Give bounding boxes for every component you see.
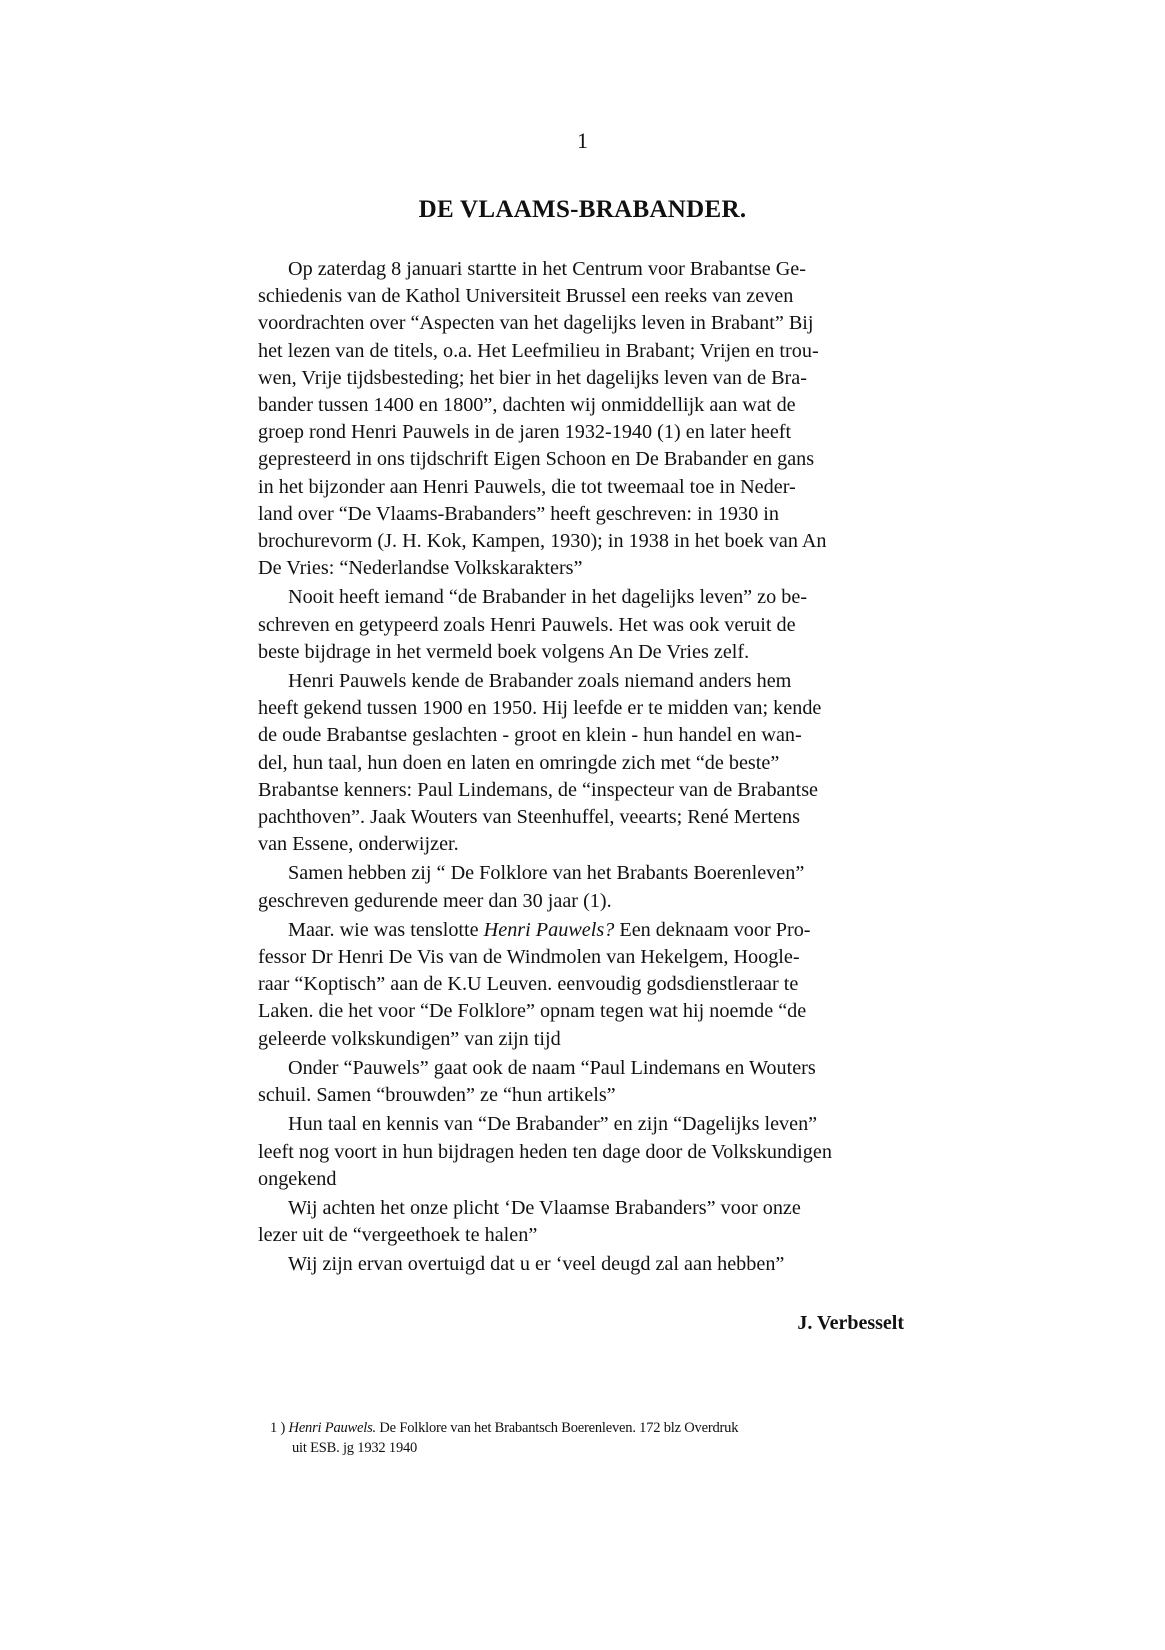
paragraph-plicht: Wij achten het onze plicht ‘De Vlaamse Brabanders” voor onze lezer uit de “vergeethoek te halen” xyxy=(258,1196,801,1247)
paragraph-hun-taal: Hun taal en kennis van “De Brabander” en zijn “Dagelijks leven” leeft nog voort in hun bijdragen heden ten dage door de Volkskundigen ongekend xyxy=(258,1113,832,1190)
paragraph-samen: Samen hebben zij “ De Folklore van het Brabants Boerenleven” geschreven gedurende meer dan 30 jaar (1). xyxy=(258,862,805,912)
paragraph-intro: Op zaterdag 8 januari startte in het Centrum voor Brabantse Ge- schiedenis van de Kathol Universiteit Brussel een reeks van zeven voordrachten over “Aspecten van het dagelijks leven in Brabant” Bij het lezen van de titels, o.a. Het Leefmilieu in Brabant; Vrijen en trou- wen, Vrije tijdsbesteding; het bier in het dagelijks leven van de Bra- bander tussen 1400 en 1800”, dachten wij onmiddellijk aan wat de groep rond Henri Pauwels in de jaren 1932-1940 (1) en later heeft gepresteerd in ons tijdschrift Eigen Schoon en De Brabander en gans in het bijzonder aan Henri Pauwels, die tot tweemaal toe in Neder- land over “De Vlaams-Brabanders” heeft geschreven: in 1930 in brochurevorm (J. H. Kok, Kampen, 1930); in 1938 in het boek van An De Vries: “Nederlandse Volkskarakters” xyxy=(258,258,827,580)
paragraph-maar: Maar. wie was tenslotte Henri Pauwels? Een deknaam voor Pro- fessor Dr Henri De Vis van de Windmolen van Hekelgem, Hoogle- raar “Koptisch” aan de K.U Leuven. eenvoudig godsdienstleraar te Laken. die het voor “De Folklore” opnam tegen wat hij noemde “de geleerde volkskundigen” van zijn tijd xyxy=(258,918,811,1050)
paragraph-nooit: Nooit heeft iemand “de Brabander in het dagelijks leven” zo be- schreven en getypeerd zoals Henri Pauwels. Het was ook veruit de beste bijdrage in het vermeld boek volgens An De Vries zelf. xyxy=(258,586,808,663)
article-title: DE VLAAMS-BRABANDER. xyxy=(418,196,747,223)
footnote-marker: 1 ) xyxy=(270,1420,286,1436)
article-body xyxy=(258,256,904,1281)
footnote xyxy=(270,1418,910,1458)
paragraph-kende: Henri Pauwels kende de Brabander zoals niemand anders hem heeft gekend tussen 1900 en 1950. Hij leefde er te midden van; kende de oude Brabantse geslachten - groot en klein - hun handel en wan- del, hun taal, hun doen en laten en omringde zich met “de beste” Brabantse kenners: Paul Lindemans, de “inspecteur van de Brabantse pachthoven”. Jaak Wouters van Steenhuffel, veearts; René Mertens van Essene, onderwijzer. xyxy=(258,670,822,856)
footnote-author: Henri Pauwels. xyxy=(288,1420,376,1436)
paragraph-overtuigd: Wij zijn ervan overtuigd dat u er ‘veel deugd zal aan hebben” xyxy=(288,1253,785,1276)
footnote-line-1 xyxy=(270,1418,910,1438)
footnote-line-2: uit ESB. jg 1932 1940 xyxy=(292,1440,418,1456)
paragraph-onder: Onder “Pauwels” gaat ook de naam “Paul Lindemans en Wouters schuil. Samen “brouwden” ze “hun artikels” xyxy=(258,1056,816,1107)
page-number: 1 xyxy=(577,128,588,153)
author-signature: J. Verbesselt xyxy=(797,1312,904,1334)
footnote-citation: De Folklore van het Brabantsch Boerenleven. 172 blz Overdruk xyxy=(379,1420,739,1436)
